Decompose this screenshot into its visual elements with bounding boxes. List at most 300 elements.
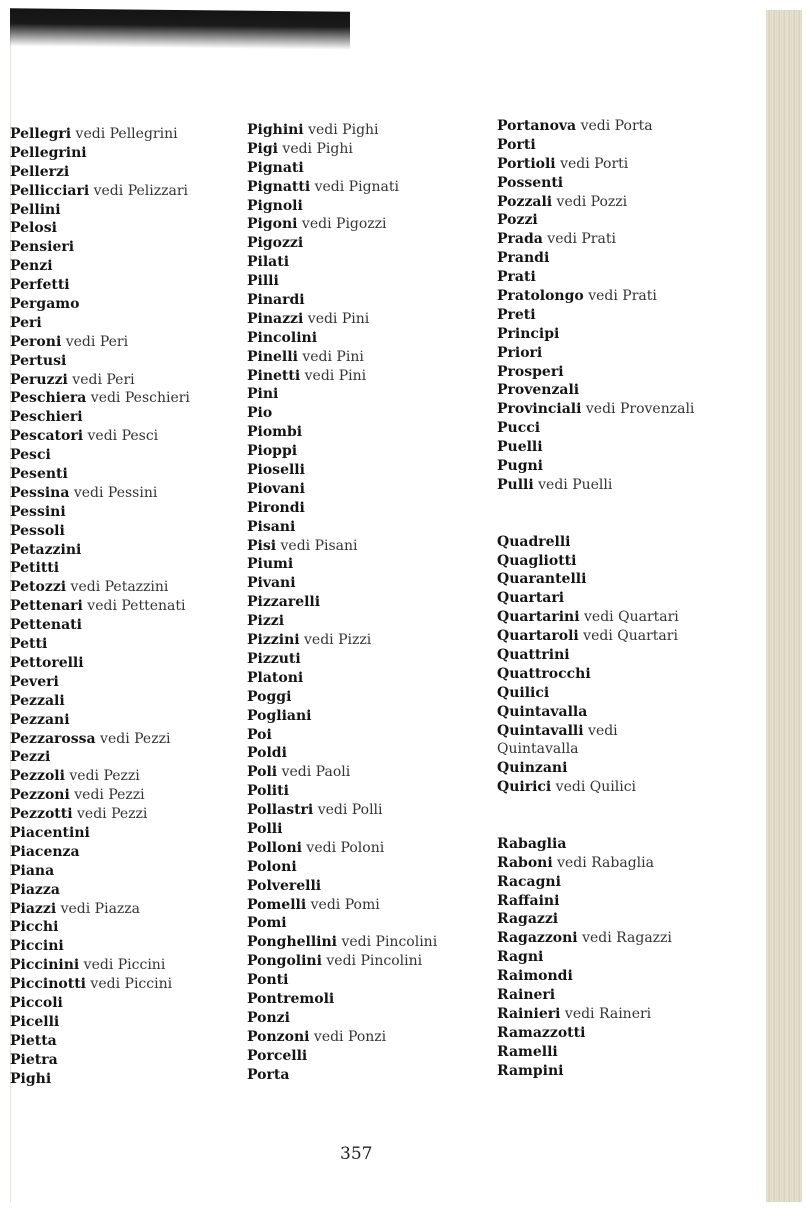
index-entry: [247, 234, 437, 253]
surname: Pugni: [497, 458, 543, 475]
index-entry: [247, 669, 437, 688]
surname: Penzi: [10, 258, 53, 275]
index-entry: [247, 650, 437, 669]
index-entry: [247, 971, 437, 990]
surname: Ponghellini: [247, 934, 337, 951]
surname: Poi: [247, 726, 272, 743]
index-entry: [247, 272, 437, 291]
index-entry: [247, 121, 437, 140]
cross-reference: vedi Puelli: [533, 476, 613, 493]
index-entry: [10, 862, 190, 881]
index-entry: [247, 404, 437, 423]
surname: Quarantelli: [497, 571, 587, 588]
surname: Pilati: [247, 254, 290, 271]
index-entry: [497, 986, 694, 1005]
surname: Ragazzi: [497, 911, 559, 928]
surname: Platoni: [247, 669, 304, 686]
surname: Raimondi: [497, 968, 573, 985]
surname: Polli: [247, 820, 283, 837]
index-entry: [10, 182, 190, 201]
surname: Quadrelli: [497, 533, 571, 550]
cross-reference: vedi Piccini: [79, 957, 166, 974]
index-entry: [497, 1024, 694, 1043]
cross-reference: vedi Pessini: [69, 484, 158, 501]
index-entry: [10, 408, 190, 427]
index-entry: [10, 1013, 190, 1032]
index-entry: [10, 238, 190, 257]
index-entry: [247, 518, 437, 537]
surname: Pongolini: [247, 953, 322, 970]
index-entry: [247, 291, 437, 310]
cross-reference: vedi Pezzi: [95, 730, 171, 747]
surname: Priori: [497, 344, 543, 361]
cross-reference: vedi Pomi: [306, 896, 380, 913]
cross-reference: vedi Pettenati: [82, 598, 186, 615]
index-entry: [247, 537, 437, 556]
surname: Pietta: [10, 1032, 57, 1049]
surname: Pettenari: [10, 598, 83, 615]
cross-reference: vedi: [583, 722, 618, 739]
surname: Ponti: [247, 972, 289, 989]
letter-section-gap: [497, 495, 694, 533]
index-entry: [247, 159, 437, 178]
cross-reference: vedi Ponzi: [309, 1028, 387, 1045]
page-number: 357: [340, 1144, 373, 1164]
index-entry: [10, 937, 190, 956]
index-entry: [10, 673, 190, 692]
surname: Quinzani: [497, 760, 568, 777]
index-entry: [10, 730, 190, 749]
surname: Pescatori: [10, 428, 84, 445]
surname: Petti: [10, 636, 48, 653]
index-entry: [247, 1009, 437, 1028]
index-entry: [10, 144, 190, 163]
index-entry: [10, 503, 190, 522]
cross-reference: vedi Peri: [61, 333, 129, 350]
cross-reference: vedi Pezzi: [69, 787, 145, 804]
surname: Pertusi: [10, 352, 67, 369]
surname: Piccoli: [10, 994, 63, 1011]
surname: Peschieri: [10, 409, 83, 426]
index-entry: [10, 956, 190, 975]
index-entry: [247, 763, 437, 782]
cross-reference: vedi Quilici: [551, 779, 637, 796]
cross-reference: vedi Pigozzi: [297, 216, 387, 233]
index-entry: [497, 740, 694, 759]
surname: Pessina: [10, 484, 70, 501]
surname: Pinardi: [247, 292, 305, 309]
cross-reference: vedi Piazza: [56, 900, 141, 917]
surname: Ponzi: [247, 1009, 290, 1026]
index-entry: [247, 858, 437, 877]
surname: Pignati: [247, 159, 304, 176]
surname: Pietra: [10, 1051, 58, 1068]
surname: Pivani: [247, 575, 296, 592]
index-column-2: [247, 121, 437, 1084]
index-entry: [247, 782, 437, 801]
surname: Pellegri: [10, 126, 72, 142]
surname: Pioppi: [247, 443, 298, 460]
index-entry: [497, 967, 694, 986]
surname: Pucci: [497, 420, 541, 437]
surname: Pontremoli: [247, 990, 335, 1007]
surname: Ponzoni: [247, 1028, 310, 1045]
cross-reference: vedi Pini: [303, 310, 370, 327]
index-entry: [497, 476, 694, 495]
index-entry: [497, 608, 694, 627]
surname: Pincolini: [247, 329, 318, 346]
cross-reference: vedi Pincolini: [337, 934, 438, 951]
index-entry: [247, 1047, 437, 1066]
surname: Piazza: [10, 881, 60, 898]
surname: Peschiera: [10, 390, 87, 407]
surname: Pezzoni: [10, 787, 70, 804]
index-entry: [497, 230, 694, 249]
index-entry: [497, 400, 694, 419]
surname: Pulli: [497, 476, 534, 493]
index-entry: [10, 427, 190, 446]
cross-reference: vedi Prati: [542, 231, 616, 248]
index-entry: [497, 211, 694, 230]
surname: Poli: [247, 764, 278, 781]
surname: Pellegrini: [10, 144, 87, 161]
index-entry: [10, 276, 190, 295]
surname: Pioselli: [247, 462, 305, 479]
surname: Rabaglia: [497, 835, 567, 852]
index-entry: [497, 136, 694, 155]
surname: Preti: [497, 306, 536, 323]
cross-reference: vedi Pini: [297, 348, 364, 365]
surname: Pigozzi: [247, 235, 304, 252]
surname: Quartaroli: [497, 628, 579, 645]
index-entry: [247, 1028, 437, 1047]
page-shadow: [10, 8, 350, 50]
index-entry: [10, 314, 190, 333]
index-entry: [497, 193, 694, 212]
index-entry: [247, 612, 437, 631]
index-entry: [497, 854, 694, 873]
surname: Raboni: [497, 854, 553, 871]
surname: Peri: [10, 314, 42, 331]
cross-reference: vedi Prati: [583, 288, 657, 305]
index-entry: [247, 461, 437, 480]
index-entry: [497, 570, 694, 589]
index-entry: [247, 801, 437, 820]
surname: Pezzotti: [10, 806, 73, 823]
cross-reference: vedi Raineri: [560, 1005, 652, 1022]
surname: Rampini: [497, 1062, 564, 1079]
index-entry: [497, 174, 694, 193]
surname: Quagliotti: [497, 552, 577, 569]
index-entry: [10, 541, 190, 560]
index-entry: [247, 1066, 437, 1085]
index-entry: [247, 385, 437, 404]
surname: Picchi: [10, 919, 59, 936]
surname: Pinelli: [247, 348, 298, 365]
index-entry: [497, 306, 694, 325]
surname: Ragazzoni: [497, 930, 578, 947]
surname: Pelosi: [10, 220, 57, 237]
cross-reference: vedi Ragazzi: [577, 930, 672, 947]
surname: Pizzini: [247, 632, 300, 649]
index-entry: [247, 499, 437, 518]
index-entry: [10, 918, 190, 937]
index-entry: [10, 900, 190, 919]
index-entry: [10, 522, 190, 541]
index-entry: [10, 843, 190, 862]
index-entry: [247, 480, 437, 499]
surname: Pettorelli: [10, 654, 84, 671]
index-entry: [247, 253, 437, 272]
cross-reference: vedi Pisani: [276, 537, 358, 554]
cross-reference: vedi Pezzi: [64, 768, 140, 785]
surname: Pignatti: [247, 178, 311, 195]
surname: Pigi: [247, 140, 278, 157]
cross-reference: vedi Pignati: [310, 178, 400, 195]
index-entry: [247, 726, 437, 745]
index-entry: [247, 310, 437, 329]
surname: Provinciali: [497, 401, 582, 418]
index-entry: [497, 533, 694, 552]
surname: Piazzi: [10, 900, 57, 917]
surname: Piovani: [247, 480, 305, 497]
surname: Quirici: [497, 779, 552, 796]
surname: Prada: [497, 231, 543, 248]
index-entry: [497, 929, 694, 948]
index-entry: [10, 597, 190, 616]
index-entry: [247, 215, 437, 234]
surname: Pezzarossa: [10, 730, 96, 747]
index-entry: [497, 627, 694, 646]
index-entry: [247, 820, 437, 839]
index-entry: [497, 268, 694, 287]
index-entry: [497, 1005, 694, 1024]
cross-reference: vedi Peri: [67, 371, 135, 388]
index-entry: [247, 423, 437, 442]
surname: Pomi: [247, 915, 287, 932]
index-entry: [247, 952, 437, 971]
index-entry: [10, 446, 190, 465]
index-entry: [10, 465, 190, 484]
cross-reference: vedi Petazzini: [66, 579, 169, 596]
index-entry: [497, 419, 694, 438]
index-entry: [247, 574, 437, 593]
index-entry: [247, 631, 437, 650]
surname: Pizzi: [247, 613, 285, 630]
index-entry: [10, 371, 190, 390]
surname: Pesci: [10, 447, 51, 464]
cross-reference: vedi Porta: [576, 118, 653, 134]
cross-reference: vedi Quartari: [579, 609, 679, 626]
index-entry: [247, 933, 437, 952]
surname: Pio: [247, 405, 273, 422]
surname: Pilli: [247, 273, 279, 290]
index-entry: [10, 163, 190, 182]
index-entry: [497, 778, 694, 797]
surname: Pezzali: [10, 692, 65, 709]
surname: Pollastri: [247, 802, 314, 819]
surname: Quattrocchi: [497, 665, 591, 682]
index-entry: [247, 914, 437, 933]
index-entry: [247, 839, 437, 858]
surname: Pighi: [10, 1070, 52, 1087]
cross-reference: vedi Rabaglia: [552, 854, 654, 871]
surname: Pizzarelli: [247, 594, 321, 611]
index-entry: [10, 578, 190, 597]
surname: Pessini: [10, 503, 66, 520]
surname: Provenzali: [497, 382, 580, 399]
cross-reference: vedi Pellegrini: [71, 126, 178, 142]
index-entry: [497, 1043, 694, 1062]
cross-reference: vedi Pizzi: [299, 632, 372, 649]
index-entry: [10, 975, 190, 994]
surname: Prandi: [497, 250, 550, 267]
index-entry: [10, 767, 190, 786]
surname: Prati: [497, 269, 536, 286]
surname: Polverelli: [247, 877, 322, 894]
index-entry: [497, 910, 694, 929]
surname: Rainieri: [497, 1005, 561, 1022]
cross-reference: vedi Poloni: [301, 839, 385, 856]
cross-reference: vedi Pighi: [303, 122, 379, 138]
surname: Pettenati: [10, 617, 82, 634]
index-entry: [497, 117, 694, 136]
cross-reference: Quintavalla: [497, 741, 579, 758]
surname: Pessoli: [10, 522, 65, 539]
surname: Petazzini: [10, 541, 82, 558]
index-entry: [10, 559, 190, 578]
index-entry: [10, 125, 190, 144]
index-entry: [247, 442, 437, 461]
surname: Racagni: [497, 873, 561, 890]
index-entry: [10, 201, 190, 220]
index-entry: [10, 805, 190, 824]
surname: Piumi: [247, 556, 294, 573]
index-entry: [247, 140, 437, 159]
surname: Petozzi: [10, 579, 67, 596]
surname: Pini: [247, 386, 279, 403]
index-entry: [497, 892, 694, 911]
index-entry: [497, 457, 694, 476]
index-entry: [10, 295, 190, 314]
index-column-3: [497, 117, 694, 1080]
surname: Pigoni: [247, 216, 298, 233]
index-entry: [497, 759, 694, 778]
surname: Peruzzi: [10, 371, 68, 388]
index-entry: [497, 665, 694, 684]
surname: Perfetti: [10, 277, 70, 294]
surname: Pighini: [247, 122, 304, 138]
index-entry: [247, 555, 437, 574]
surname: Pirondi: [247, 499, 305, 516]
surname: Principi: [497, 325, 560, 342]
surname: Quintavalla: [497, 703, 588, 720]
surname: Pezzani: [10, 711, 70, 728]
index-entry: [247, 877, 437, 896]
index-entry: [10, 257, 190, 276]
index-entry: [10, 692, 190, 711]
index-entry: [497, 873, 694, 892]
index-entry: [497, 381, 694, 400]
surname: Prosperi: [497, 363, 564, 380]
index-entry: [247, 348, 437, 367]
surname: Pinazzi: [247, 310, 304, 327]
index-entry: [497, 589, 694, 608]
index-entry: [497, 684, 694, 703]
surname: Puelli: [497, 439, 543, 456]
index-entry: [10, 635, 190, 654]
surname: Pezzi: [10, 749, 51, 766]
index-entry: [247, 990, 437, 1009]
index-entry: [497, 703, 694, 722]
surname: Porta: [247, 1066, 290, 1083]
surname: Piccinini: [10, 957, 80, 974]
surname: Raffaini: [497, 892, 560, 909]
surname: Piccinotti: [10, 976, 86, 993]
cross-reference: vedi Pighi: [277, 140, 353, 157]
surname: Ramelli: [497, 1043, 558, 1060]
index-entry: [497, 325, 694, 344]
surname: Quilici: [497, 684, 550, 701]
surname: Pizzuti: [247, 650, 301, 667]
cross-reference: vedi Paoli: [277, 764, 351, 781]
index-entry: [10, 824, 190, 843]
surname: Quattrini: [497, 646, 570, 663]
surname: Porcelli: [247, 1047, 308, 1064]
index-entry: [10, 881, 190, 900]
index-entry: [247, 197, 437, 216]
letter-section-gap: [497, 797, 694, 835]
surname: Pozzi: [497, 212, 538, 229]
surname: Pellicciari: [10, 182, 90, 199]
surname: Raineri: [497, 987, 556, 1003]
surname: Pomelli: [247, 896, 307, 913]
surname: Quartarini: [497, 609, 580, 626]
cross-reference: vedi Pozzi: [552, 193, 628, 210]
surname: Pisi: [247, 537, 277, 554]
surname: Pesenti: [10, 466, 68, 483]
surname: Portanova: [497, 118, 577, 134]
surname: Petitti: [10, 560, 60, 577]
surname: Portioli: [497, 155, 556, 172]
index-entry: [10, 786, 190, 805]
surname: Polloni: [247, 839, 302, 856]
index-entry: [10, 616, 190, 635]
index-entry: [497, 552, 694, 571]
index-entry: [497, 1062, 694, 1081]
index-entry: [10, 1051, 190, 1070]
surname: Poggi: [247, 688, 292, 705]
cross-reference: vedi Pincolini: [321, 953, 423, 970]
index-entry: [247, 896, 437, 915]
index-entry: [497, 249, 694, 268]
cross-reference: vedi Polli: [313, 802, 383, 819]
surname: Quintavalli: [497, 722, 584, 739]
surname: Piacenza: [10, 843, 80, 860]
surname: Peroni: [10, 333, 62, 350]
index-entry: [497, 948, 694, 967]
index-entry: [247, 744, 437, 763]
surname: Pignoli: [247, 197, 303, 214]
index-entry: [247, 367, 437, 386]
cross-reference: vedi Provenzali: [581, 401, 695, 418]
index-column-1: [10, 125, 190, 1088]
index-entry: [497, 344, 694, 363]
page-edges: [766, 10, 802, 1202]
index-entry: [247, 329, 437, 348]
surname: Pensieri: [10, 239, 75, 256]
surname: Pellini: [10, 201, 61, 218]
